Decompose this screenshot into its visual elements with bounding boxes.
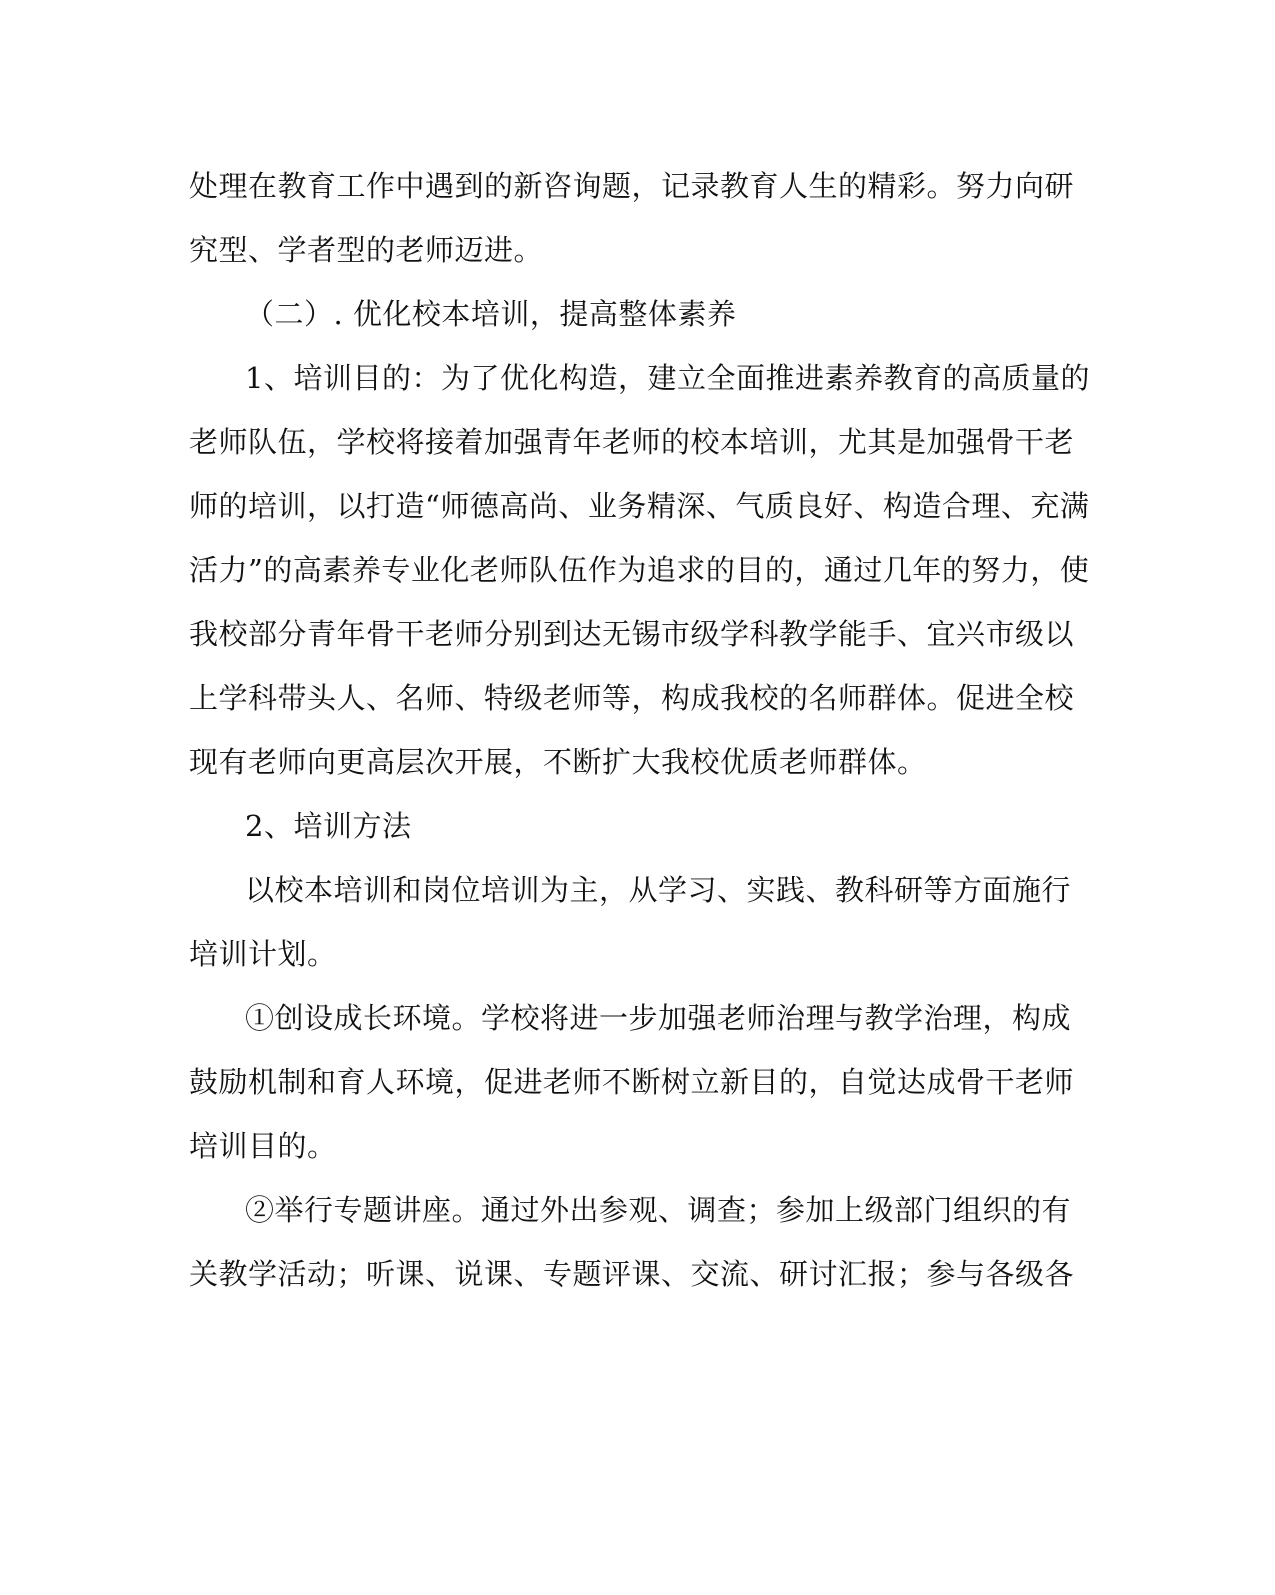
text-line-content: 处理在教育工作中遇到的新咨询题，记录教育人生的精彩。努力向研 xyxy=(189,169,1075,203)
section-heading-text: （二）. 优化校本培训，提高整体素养 xyxy=(245,297,737,331)
text-line-content: 活力”的高素养专业化老师队伍作为追求的目的，通过几年的努力，使 xyxy=(189,553,1090,587)
text-line-content: 上学科带头人、名师、特级老师等，构成我校的名师群体。促进全校 xyxy=(189,681,1075,715)
text-line xyxy=(0,932,1275,976)
text-line xyxy=(0,548,1275,592)
text-line xyxy=(0,612,1275,656)
subsection-heading-text: 2、培训方法 xyxy=(245,809,412,843)
text-line xyxy=(0,484,1275,528)
text-line-content: 培训计划。 xyxy=(189,937,337,971)
text-line xyxy=(0,164,1275,208)
text-line xyxy=(0,1252,1275,1296)
section-heading xyxy=(0,292,1275,336)
text-line xyxy=(0,868,1275,912)
text-line xyxy=(0,356,1275,400)
text-line-content: ①创设成长环境。学校将进一步加强老师治理与教学治理，构成 xyxy=(245,1001,1072,1035)
text-line xyxy=(0,996,1275,1040)
text-line-content: 师的培训，以打造“师德高尚、业务精深、气质良好、构造合理、充满 xyxy=(189,489,1090,523)
text-line xyxy=(0,740,1275,784)
text-line-content: ②举行专题讲座。通过外出参观、调查；参加上级部门组织的有 xyxy=(245,1193,1072,1227)
text-line-content: 我校部分青年骨干老师分别到达无锡市级学科教学能手、宜兴市级以 xyxy=(189,617,1075,651)
text-line xyxy=(0,1188,1275,1232)
text-line xyxy=(0,228,1275,272)
text-line xyxy=(0,1060,1275,1104)
text-line-content: 培训目的。 xyxy=(189,1129,337,1163)
text-line-content: 关教学活动；听课、说课、专题评课、交流、研讨汇报；参与各级各 xyxy=(189,1257,1075,1291)
text-line-content: 鼓励机制和育人环境，促进老师不断树立新目的，自觉达成骨干老师 xyxy=(189,1065,1075,1099)
text-line-content: 以校本培训和岗位培训为主，从学习、实践、教科研等方面施行 xyxy=(245,873,1072,907)
text-line-content: 现有老师向更高层次开展，不断扩大我校优质老师群体。 xyxy=(189,745,927,779)
subsection-heading xyxy=(0,804,1275,848)
text-line xyxy=(0,420,1275,464)
text-line-content: 究型、学者型的老师迈进。 xyxy=(189,233,544,267)
text-line xyxy=(0,676,1275,720)
text-line xyxy=(0,1124,1275,1168)
text-line-content: 老师队伍，学校将接着加强青年老师的校本培训，尤其是加强骨干老 xyxy=(189,425,1075,459)
text-line-content: 1、培训目的：为了优化构造，建立全面推进素养教育的高质量的 xyxy=(245,361,1090,395)
